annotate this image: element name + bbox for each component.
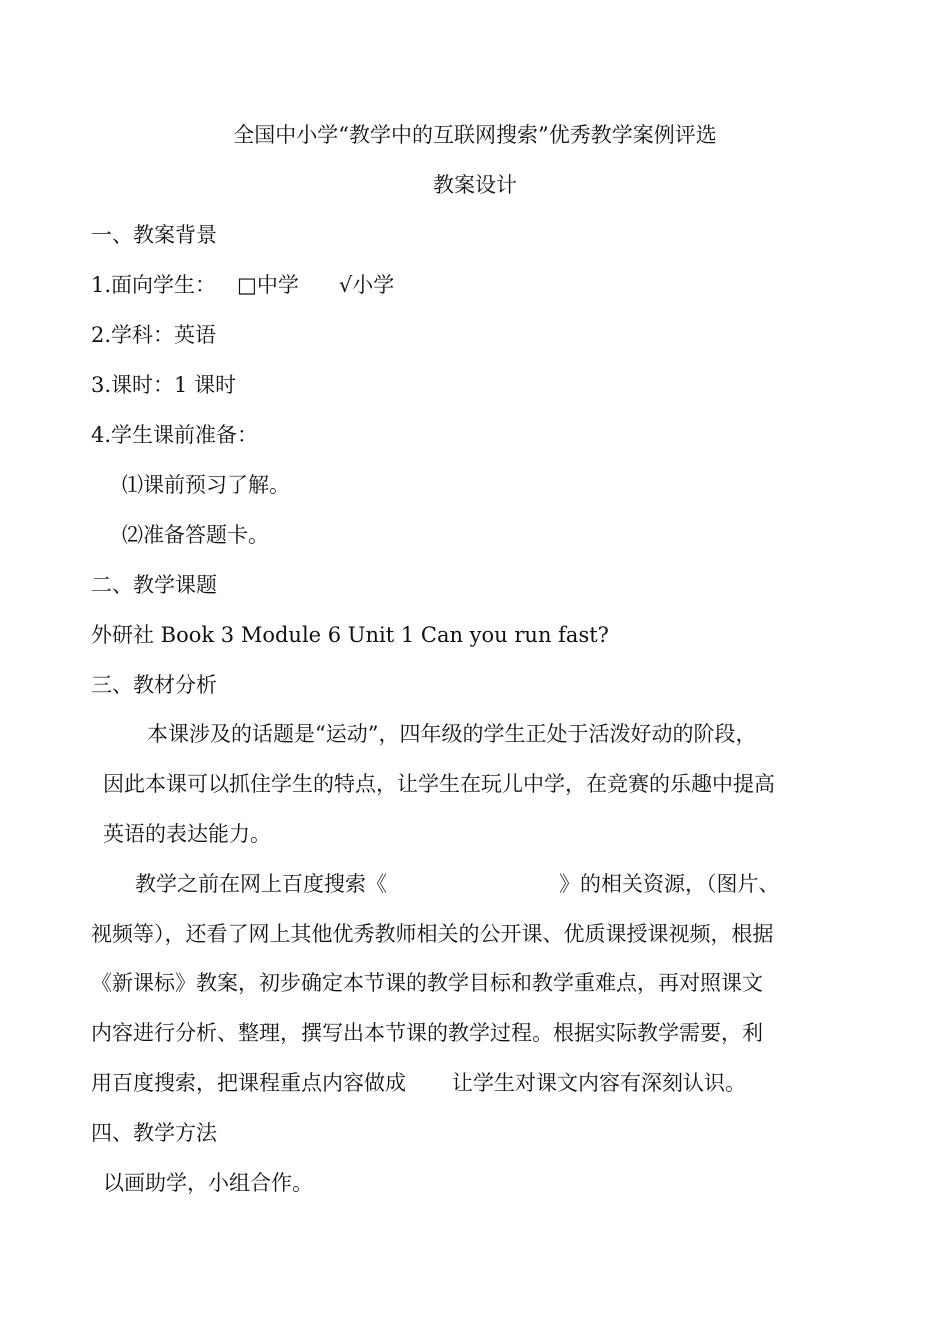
analysis-paragraph-2-line-5-start: 用百度搜索，把课程重点内容做成: [91, 1071, 406, 1095]
lesson-topic: 外研社 Book 3 Module 6 Unit 1 Can you run fast?: [91, 623, 609, 647]
preparation-item-1: ⑴课前预习了解。: [122, 473, 290, 497]
subject-row: 2.学科：英语: [91, 323, 217, 347]
document-subtitle: 教案设计: [433, 173, 517, 197]
class-hours-row: 3.课时：1 课时: [91, 373, 237, 397]
target-students-label: 1.面向学生：: [91, 273, 217, 297]
target-students-row: [91, 270, 394, 300]
analysis-paragraph-2-line-4: 内容进行分析、整理，撰写出本节课的教学过程。根据实际教学需要，利: [91, 1021, 763, 1045]
analysis-paragraph-2-line-5: [91, 1068, 746, 1098]
analysis-paragraph-1-line-2: 因此本课可以抓住学生的特点，让学生在玩儿中学，在竞赛的乐趣中提高: [103, 772, 775, 796]
option-primary-school: √小学: [338, 273, 395, 297]
preparation-item-2: ⑵准备答题卡。: [122, 523, 269, 547]
option-middle-school: □中学: [237, 273, 299, 297]
preparation-row: 4.学生课前准备：: [91, 423, 259, 447]
section-heading-topic: 二、教学课题: [91, 573, 217, 597]
analysis-paragraph-2-line-3: 《新课标》教案，初步确定本节课的教学目标和教学重难点，再对照课文: [91, 971, 763, 995]
section-heading-background: 一、教案背景: [91, 223, 217, 247]
analysis-paragraph-2-line-5-end: 让学生对课文内容有深刻认识。: [452, 1071, 746, 1095]
analysis-paragraph-2-line-2: 视频等），还看了网上其他优秀教师相关的公开课、优质课授课视频，根据: [91, 922, 774, 946]
document-title: 全国中小学“教学中的互联网搜索”优秀教学案例评选: [233, 123, 717, 147]
analysis-paragraph-2-line-1-end: 》的相关资源，（图片、: [559, 872, 780, 896]
analysis-paragraph-1-line-3: 英语的表达能力。: [103, 822, 271, 846]
analysis-paragraph-2-line-1: [135, 869, 780, 899]
analysis-paragraph-1-line-1: 本课涉及的话题是“运动”，四年级的学生正处于活泼好动的阶段，: [147, 722, 757, 746]
teaching-method: 以画助学，小组合作。: [103, 1171, 313, 1195]
section-heading-methods: 四、教学方法: [91, 1121, 217, 1145]
analysis-paragraph-2-line-1-start: 教学之前在网上百度搜索《: [135, 872, 387, 896]
section-heading-analysis: 三、教材分析: [91, 673, 217, 697]
